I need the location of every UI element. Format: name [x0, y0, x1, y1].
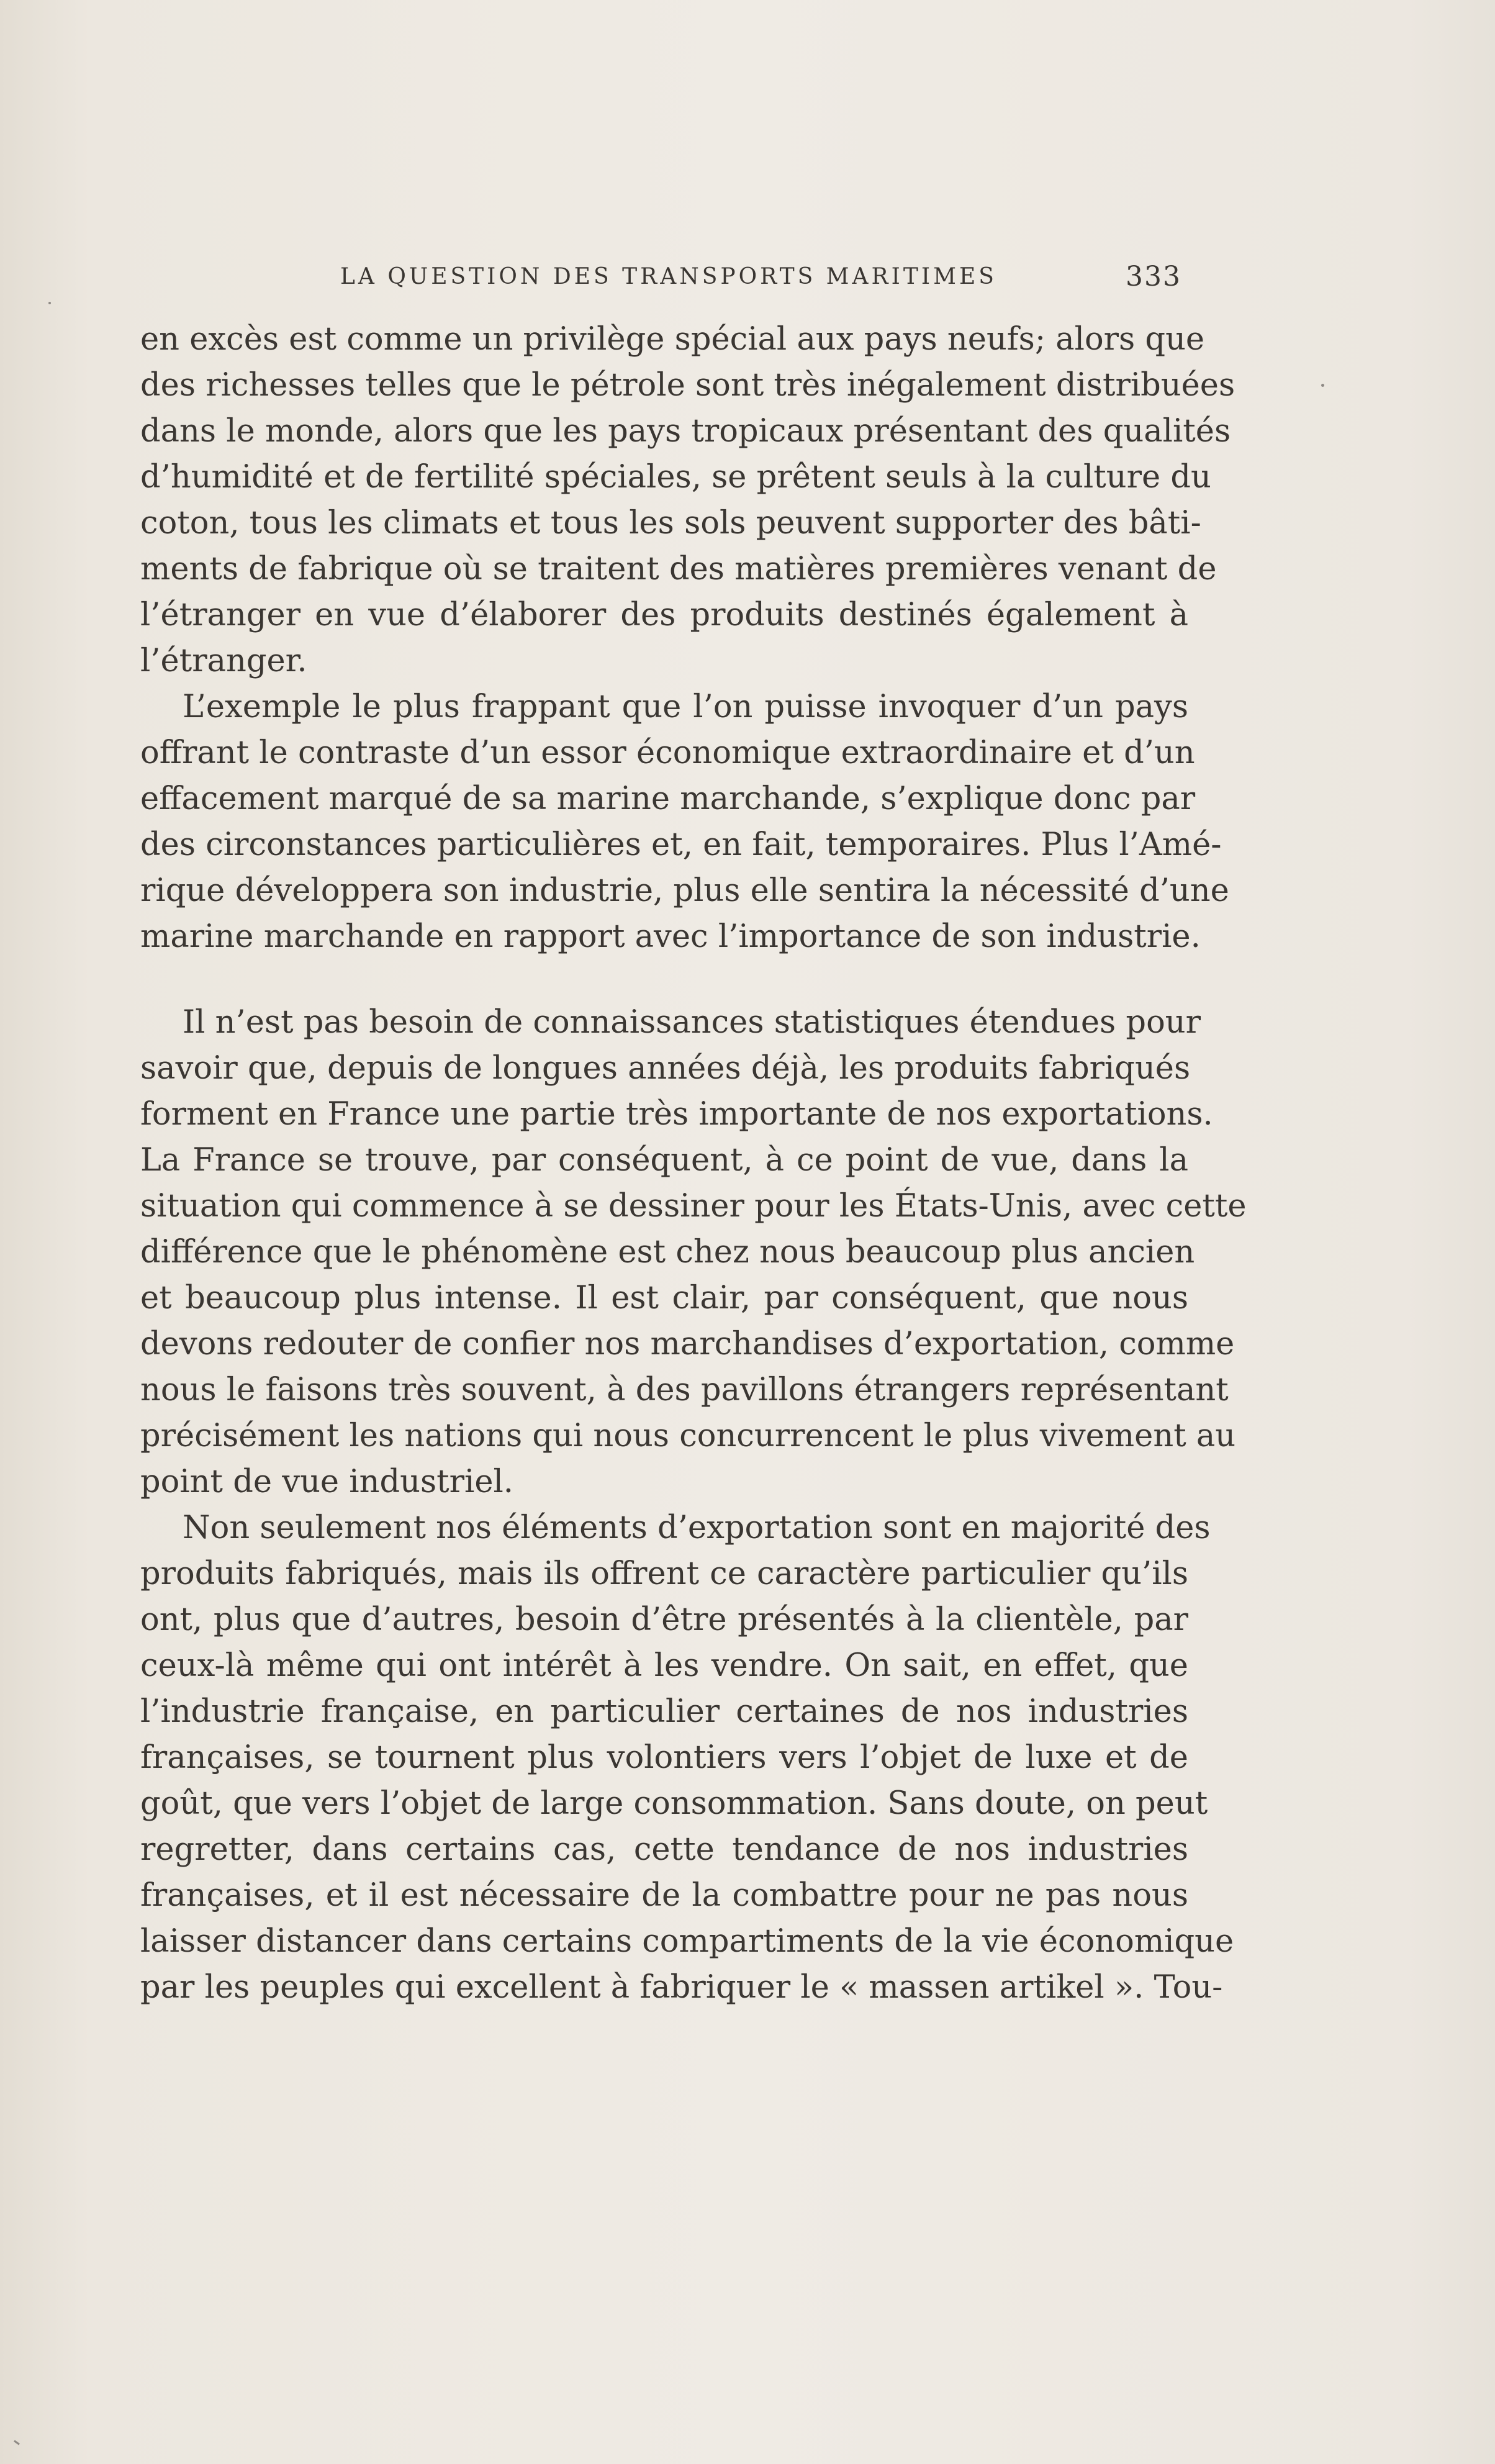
text-line: l’industrie française, en particulier certaines de nos industries [140, 1693, 1188, 1730]
text-line: Il n’est pas besoin de connaissances statistiques étendues pour [183, 1004, 1201, 1041]
text-line: situation qui commence à se dessiner pour les États-Unis, avec cette [140, 1188, 1247, 1225]
paragraph [140, 1505, 1234, 2011]
text-line: l’étranger en vue d’élaborer des produits destinés également à [140, 597, 1188, 633]
paper-speck [48, 302, 51, 304]
body-text [140, 317, 1247, 2011]
text-line: offrant le contraste d’un essor économique extraordinaire et d’un [140, 735, 1195, 771]
text-line: forment en France une partie très importante de nos exportations. [140, 1096, 1213, 1133]
text-line: et beaucoup plus intense. Il est clair, par conséquent, que nous [140, 1280, 1188, 1316]
running-title: LA QUESTION DES TRANSPORTS MARITIMES [340, 264, 997, 289]
text-line: effacement marqué de sa marine marchande, s’explique donc par [140, 781, 1196, 817]
section-gap [140, 960, 1188, 1000]
text-line: dans le monde, alors que les pays tropicaux présentant des qualités [140, 413, 1231, 450]
text-line: savoir que, depuis de longues années déjà, les produits fabriqués [140, 1050, 1191, 1087]
paragraph [140, 317, 1235, 684]
text-line: devons redouter de confier nos marchandises d’exportation, comme [140, 1326, 1235, 1362]
text-line: ceux-là même qui ont intérêt à les vendre. On sait, en effet, que [140, 1647, 1188, 1684]
paper-speck [14, 2440, 20, 2445]
text-line: françaises, et il est nécessaire de la combattre pour ne pas nous [140, 1877, 1188, 1914]
text-line: des circonstances particulières et, en fait, temporaires. Plus l’Amé- [140, 827, 1222, 863]
text-line: rique développera son industrie, plus elle sentira la nécessité d’une [140, 872, 1229, 909]
text-line: marine marchande en rapport avec l’importance de son industrie. [140, 918, 1201, 955]
text-line: d’humidité et de fertilité spéciales, se prêtent seuls à la culture du [140, 459, 1211, 496]
text-line: des richesses telles que le pétrole sont très inégalement distribuées [140, 367, 1235, 404]
paragraph [140, 1000, 1247, 1505]
text-line: ont, plus que d’autres, besoin d’être présentés à la clientèle, par [140, 1601, 1188, 1638]
text-line: L’exemple le plus frappant que l’on puisse invoquer d’un pays [183, 689, 1188, 725]
text-line: point de vue industriel. [140, 1464, 514, 1500]
text-line: différence que le phénomène est chez nous beaucoup plus ancien [140, 1234, 1195, 1270]
text-line: coton, tous les climats et tous les sols peuvent supporter des bâti- [140, 505, 1201, 541]
text-line: l’étranger. [140, 643, 307, 679]
text-line: laisser distancer dans certains compartiments de la vie économique [140, 1923, 1234, 1960]
text-line: Non seulement nos éléments d’exportation sont en majorité des [183, 1510, 1211, 1546]
text-line: nous le faisons très souvent, à des pavillons étrangers représentant [140, 1372, 1229, 1408]
page-header [340, 260, 1181, 294]
text-line: ments de fabrique où se traitent des matières premières venant de [140, 551, 1217, 587]
text-line: par les peuples qui excellent à fabriquer le « massen artikel ». Tou- [140, 1969, 1223, 2006]
paragraph [140, 684, 1229, 960]
text-line: produits fabriqués, mais ils offrent ce caractère particulier qu’ils [140, 1556, 1188, 1592]
text-line: regretter, dans certains cas, cette tendance de nos industries [140, 1831, 1188, 1868]
text-line: La France se trouve, par conséquent, à ce point de vue, dans la [140, 1142, 1188, 1179]
text-line: précisément les nations qui nous concurrencent le plus vivement au [140, 1418, 1236, 1454]
paper-speck [1321, 384, 1324, 387]
page-number: 333 [1126, 261, 1181, 292]
text-line: françaises, se tournent plus volontiers vers l’objet de luxe et de [140, 1739, 1188, 1776]
text-line: goût, que vers l’objet de large consommation. Sans doute, on peut [140, 1785, 1208, 1822]
text-line: en excès est comme un privilège spécial aux pays neufs; alors que [140, 321, 1205, 358]
